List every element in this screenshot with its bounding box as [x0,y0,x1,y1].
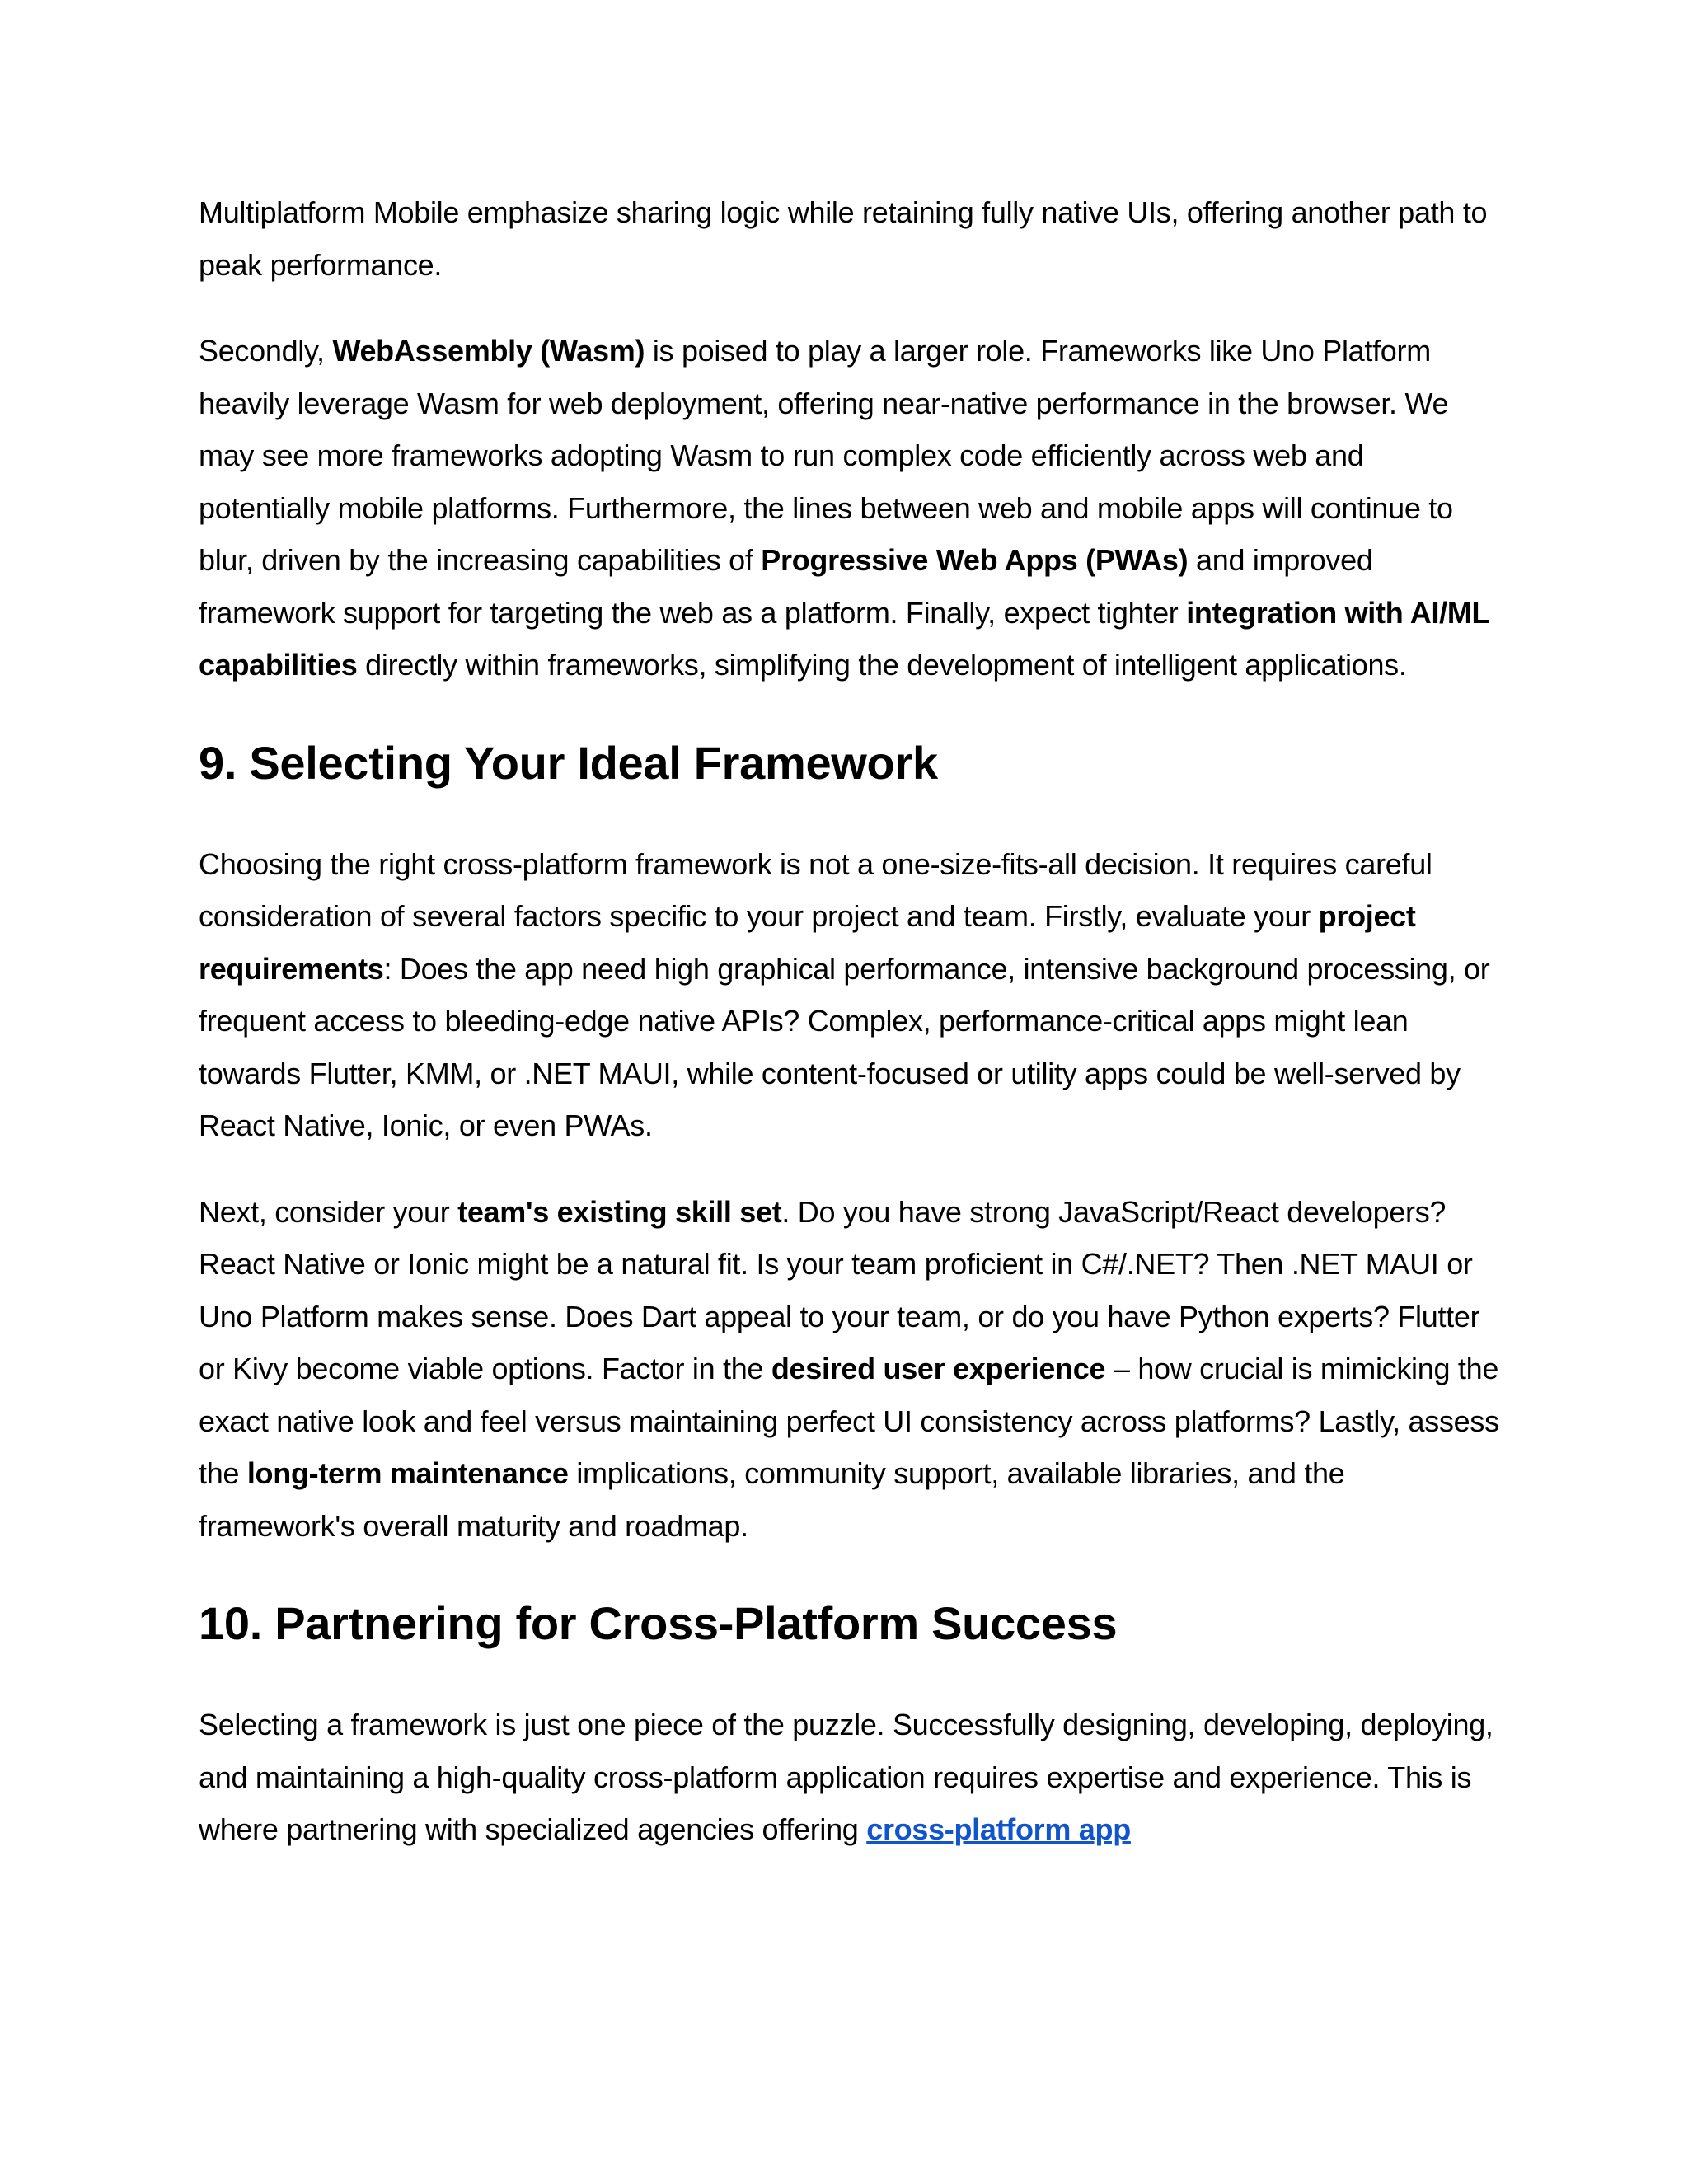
paragraph-partnering [199,1699,1501,1856]
paragraph-text: implications, community support, available libraries, and the framework's overall maturity and roadmap. [199,1456,1345,1543]
paragraph-project-requirements [199,838,1501,1152]
paragraph-text: and improved framework support for targeting the web as a platform. Finally, expect tighter [199,543,1373,630]
section-heading-partnering: 10. Partnering for Cross-Platform Success [199,1597,1118,1649]
paragraph-text: . Do you have strong JavaScript/React developers? React Native or Ionic might be a natural fit. Is your team proficient in C#/.NET? Then .NET MAUI or Uno Platform makes sense. Does Dart appeal to your team, or do you have Python experts? Flutter or Kivy become viable options. Factor in the [199,1194,1480,1385]
section-heading-selecting-framework: 9. Selecting Your Ideal Framework [199,736,938,789]
paragraph-text: – how crucial is mimicking the exact native look and feel versus maintaining perfect UI consistency across platforms? Lastly, assess the [199,1352,1499,1490]
paragraph-text: Selecting a framework is just one piece of the puzzle. Successfully designing, developing, deploying, and maintaining a high-quality cross-platform application requires expertise and experience. This is where partnering with specialized agencies offering [199,1708,1493,1846]
paragraph-text: is poised to play a larger role. Frameworks like Uno Platform heavily leverage Wasm for web deployment, offering near-native performance in the browser. We may see more frameworks adopting Wasm to run complex code efficiently across web and potentially mobile platforms. Furthermore, the lines between web and mobile apps will continue to blur, driven by the increasing capabilities of [199,334,1453,577]
paragraph-team-skills [199,1186,1501,1553]
bold-long-term-maintenance: long-term maintenance [246,1456,569,1490]
paragraph-future-trends [199,325,1501,691]
bold-desired-ux: desired user experience [771,1352,1106,1385]
document-page [199,186,1501,1890]
cross-platform-app-link[interactable]: cross-platform app [866,1812,1131,1846]
bold-pwas: Progressive Web Apps (PWAs) [761,543,1189,577]
bold-project-requirements: project requirements [199,899,1416,986]
paragraph-text: : Does the app need high graphical performance, intensive background processing, or frequent access to bleeding-edge native APIs? Complex, performance-critical apps might lean towards Flutter, KMM, or .NET MAUI, while content-focused or utility apps could be well-served by React Native, Ionic, or even PWAs. [199,951,1490,1142]
paragraph-multiplatform-intro [199,186,1501,291]
paragraph-text: directly within frameworks, simplifying the development of intelligent applications. [357,648,1407,682]
paragraph-text: Multiplatform Mobile emphasize sharing logic while retaining fully native UIs, offering another path to peak performance. [199,195,1488,282]
paragraph-text: Secondly, [199,334,333,368]
paragraph-text: Next, consider your [199,1194,458,1229]
paragraph-text: Choosing the right cross-platform framework is not a one-size-fits-all decision. It requires careful consideration of several factors specific to your project and team. Firstly, evaluate your [199,846,1432,933]
bold-webassembly: WebAssembly (Wasm) [332,334,645,368]
bold-ai-ml: integration with AI/ML capabilities [199,595,1489,682]
bold-team-skill-set: team's existing skill set [457,1194,782,1229]
